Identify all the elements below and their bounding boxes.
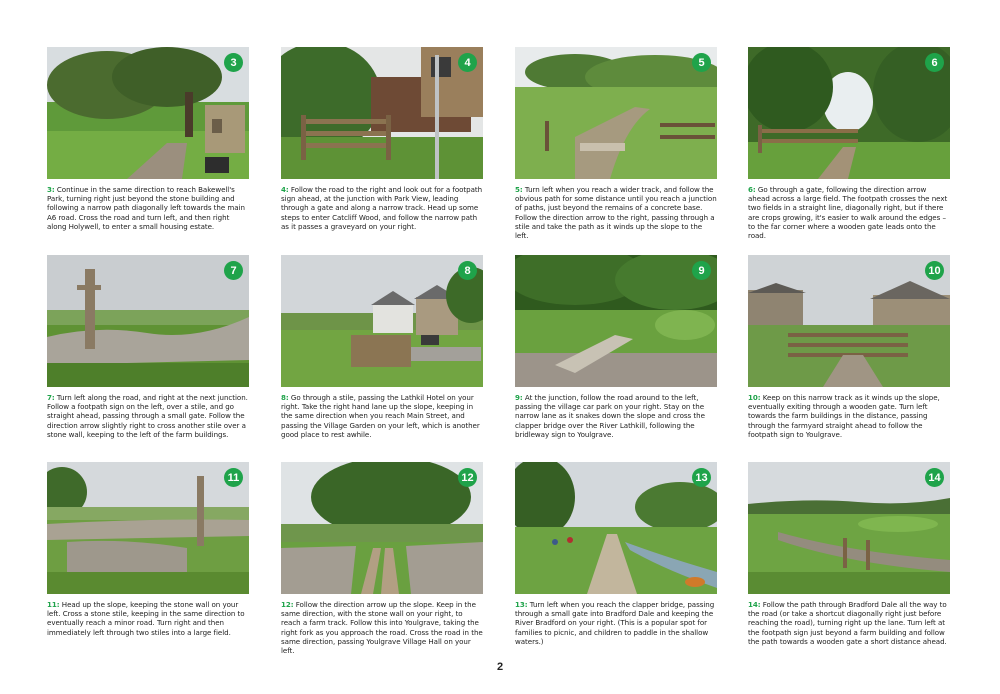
step-card	[515, 47, 717, 240]
step-card	[47, 462, 249, 637]
step-caption	[515, 600, 717, 646]
step-caption	[748, 393, 950, 439]
page-number: 2	[496, 661, 504, 673]
step-number-badge: 9	[692, 261, 711, 280]
step-number-badge: 8	[458, 261, 477, 280]
step-photo	[748, 255, 950, 387]
step-text: Go through a gate, following the direction arrow ahead across a large field. The footpath crosses the next two fields in a straight line, diagonally right, but if there are crops growing, it's easier to walk around the edges – to the far corner where a wooden gate leads onto the road.	[748, 185, 948, 241]
step-photo	[748, 47, 950, 179]
step-photo	[748, 462, 950, 594]
step-number-badge: 3	[224, 53, 243, 72]
step-number-badge: 10	[925, 261, 944, 280]
step-photo	[515, 255, 717, 387]
step-text: Follow the direction arrow up the slope. Keep in the same direction, with the stone wall on your right, to reach a farm track. Follow this into Youlgrave, taking the right fork as you approach the road. Cross the road in the same direction, passing Youlgrave Village Hall on your left.	[281, 600, 483, 656]
step-text: Follow the path through Bradford Dale all the way to the road (or take a shortcut diagonally right just before reaching the road), turning right up the lane. Turn left at the footpath sign just beyond a farm building and follow the path towards a wooden gate a short distance ahead.	[748, 600, 947, 646]
step-label: 3:	[47, 185, 55, 194]
step-label: 10:	[748, 393, 761, 402]
step-number-badge: 13	[692, 468, 711, 487]
step-number-badge: 7	[224, 261, 243, 280]
step-label: 4:	[281, 185, 289, 194]
step-number-badge: 4	[458, 53, 477, 72]
step-card	[281, 47, 483, 231]
step-number-badge: 11	[224, 468, 243, 487]
step-card	[47, 47, 249, 231]
step-card	[748, 462, 950, 646]
step-label: 5:	[515, 185, 523, 194]
step-photo	[281, 47, 483, 179]
step-card	[281, 255, 483, 439]
step-text: Continue in the same direction to reach Bakewell's Park, turning right just beyond the stone building and following a narrow path diagonally left towards the main A6 road. Cross the road and turn left, and then right along Holywell, to enter a small housing estate.	[47, 185, 245, 231]
step-label: 6:	[748, 185, 756, 194]
step-number-badge: 5	[692, 53, 711, 72]
step-label: 7:	[47, 393, 55, 402]
step-label: 13:	[515, 600, 528, 609]
step-caption	[748, 600, 950, 646]
step-card	[748, 47, 950, 240]
step-caption	[47, 185, 249, 231]
step-photo	[47, 462, 249, 594]
step-caption	[281, 393, 483, 439]
step-label: 9:	[515, 393, 523, 402]
step-text: At the junction, follow the road around to the left, passing the village car park on your right. Stay on the narrow lane as it snakes down the slope and cross the clapper bridge over the River Lathkill, following the bridleway sign to Youlgrave.	[515, 393, 705, 439]
step-number-badge: 12	[458, 468, 477, 487]
step-photo	[47, 47, 249, 179]
step-number-badge: 14	[925, 468, 944, 487]
step-text: Turn left along the road, and right at the next junction. Follow a footpath sign on the left, over a stile, and go straight ahead, passing through a small gate. Follow the direction arrow slightly right to cross another stile over a stone wall, keeping to the left of the farm buildings.	[47, 393, 248, 439]
step-card	[47, 255, 249, 439]
step-photo	[515, 47, 717, 179]
step-card	[281, 462, 483, 655]
step-label: 11:	[47, 600, 60, 609]
step-text: Turn left when you reach the clapper bridge, passing through a small gate into Bradford Dale and keeping the River Bradford on your right. (This is a popular spot for families to picnic, and children to paddle in the shallow waters.)	[515, 600, 715, 646]
step-caption	[47, 600, 249, 637]
step-photo	[515, 462, 717, 594]
step-label: 14:	[748, 600, 761, 609]
step-number-badge: 6	[925, 53, 944, 72]
step-photo	[281, 462, 483, 594]
step-photo	[281, 255, 483, 387]
step-caption	[515, 185, 717, 240]
step-text: Head up the slope, keeping the stone wall on your left. Cross a stone stile, keeping in the same direction to eventually reach a minor road. Turn right and then immediately left through two stiles into a large field.	[47, 600, 245, 637]
step-caption	[281, 600, 483, 655]
step-text: Turn left when you reach a wider track, and follow the obvious path for some distance until you reach a junction of paths, just beyond the remains of a concrete base. Follow the direction arrow to the right, passing through a stile and take the path as it winds up the slope to the left.	[515, 185, 717, 241]
step-caption	[515, 393, 717, 439]
step-label: 8:	[281, 393, 289, 402]
step-caption	[281, 185, 483, 231]
step-caption	[47, 393, 249, 439]
step-caption	[748, 185, 950, 240]
step-label: 12:	[281, 600, 294, 609]
step-card	[515, 462, 717, 646]
step-card	[515, 255, 717, 439]
step-photo	[47, 255, 249, 387]
step-card	[748, 255, 950, 439]
step-text: Go through a stile, passing the Lathkil Hotel on your right. Take the right hand lane up the slope, keeping in the same direction when you reach Main Street, and passing the Village Garden on your left, which is another good place to rest awhile.	[281, 393, 480, 439]
step-text: Keep on this narrow track as it winds up the slope, eventually exiting through a wooden gate. Turn left towards the farm buildings in the distance, passing through the farmyard straight ahead to follow the footpath sign to Youlgrave.	[748, 393, 940, 439]
step-text: Follow the road to the right and look out for a footpath sign ahead, at the junction with Park View, leading through a gate and along a narrow track. Head up some steps to enter Catcliff Wood, and follow the narrow path as it passes a graveyard on your right.	[281, 185, 483, 231]
